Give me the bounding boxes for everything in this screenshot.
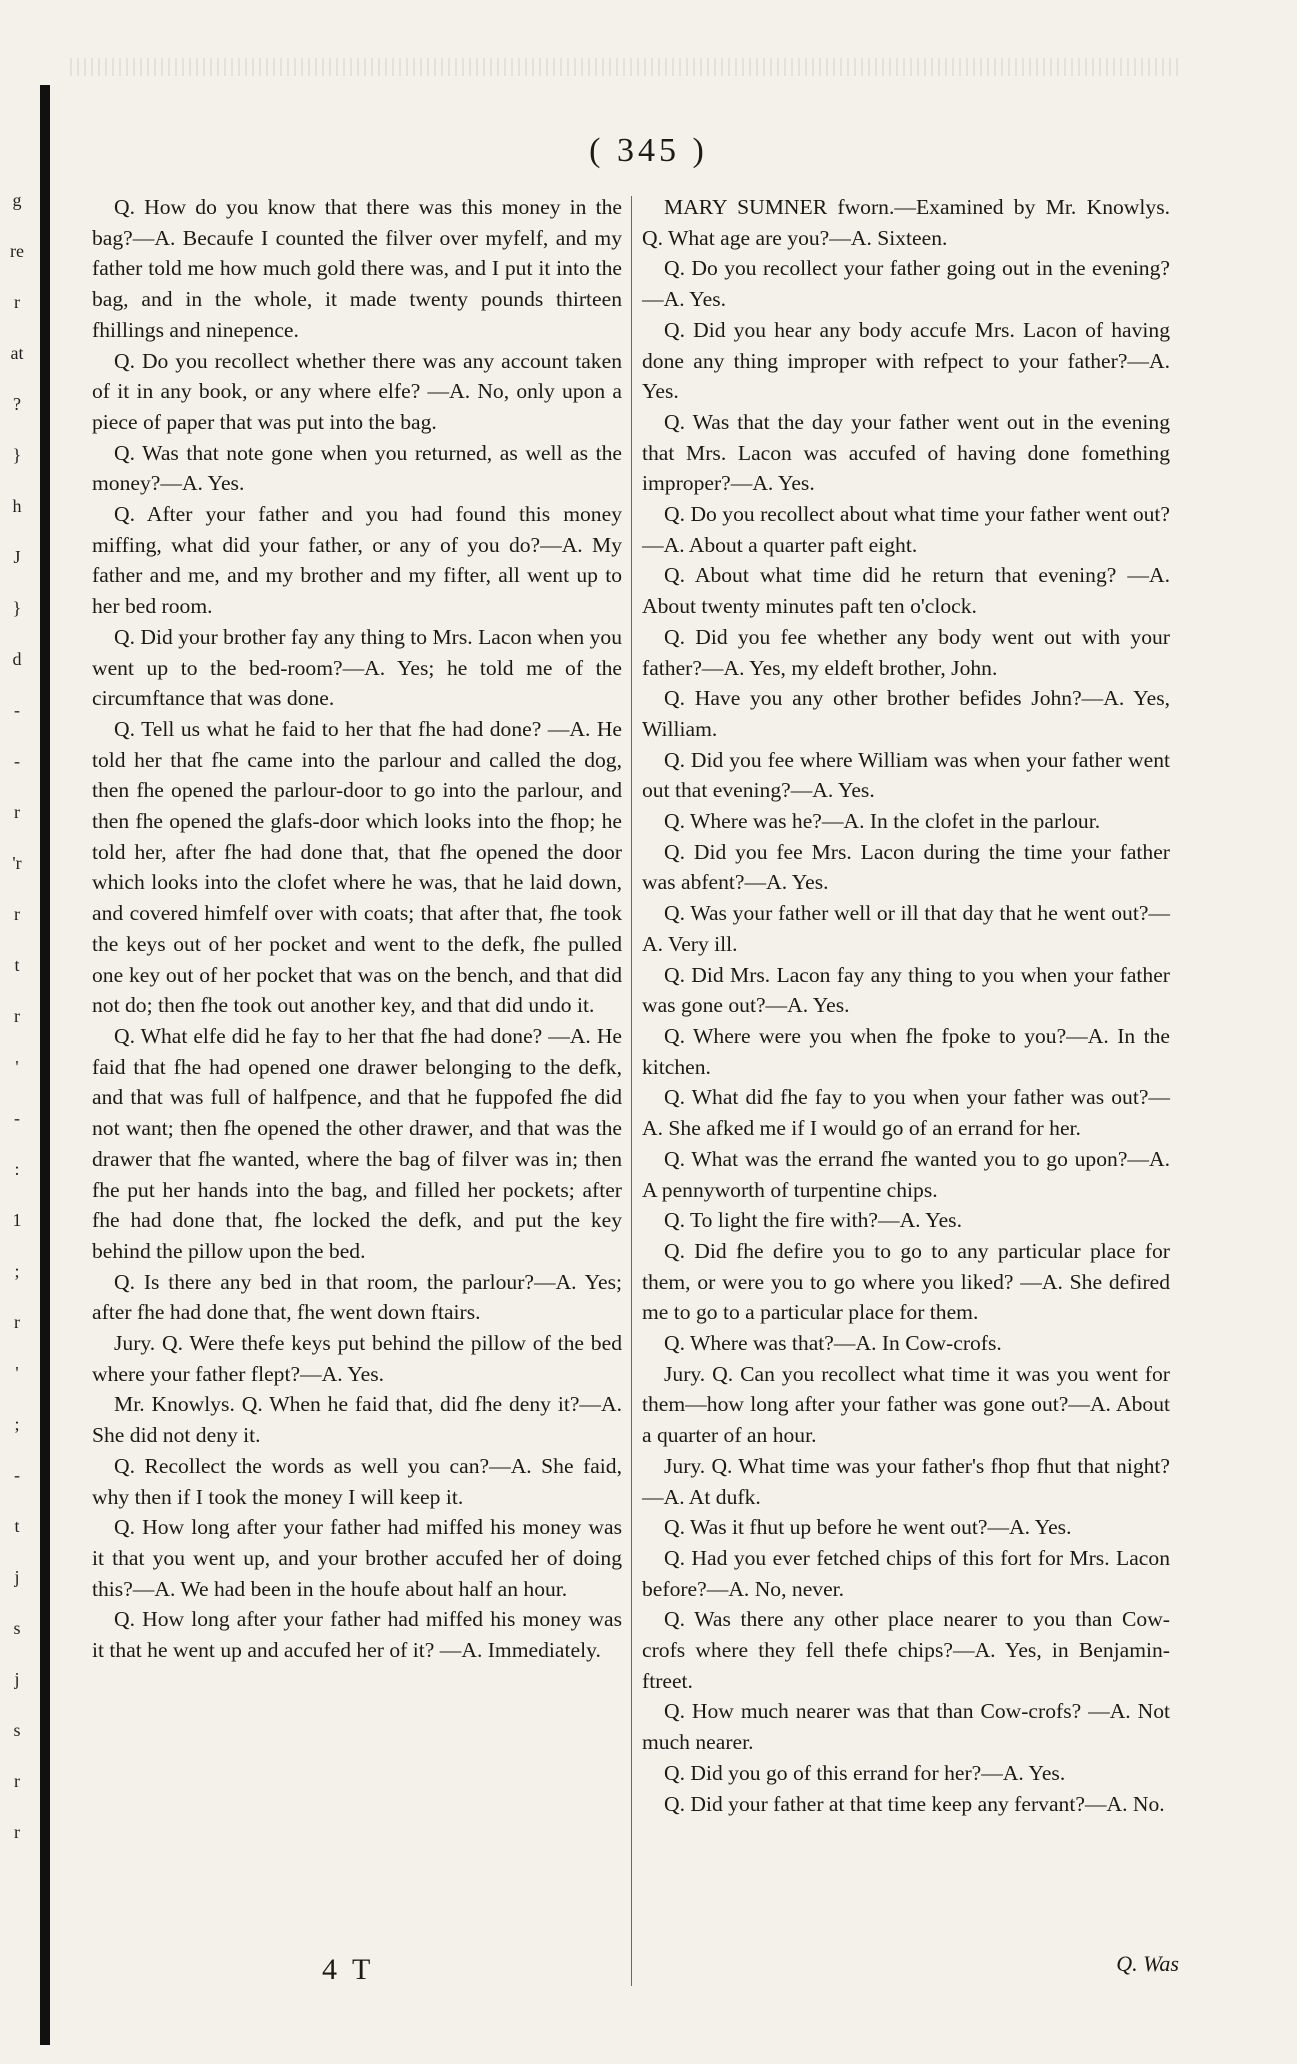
margin-fragment: ' [15,1363,19,1383]
paragraph: Q. Where was that?—A. In Cow-crofs. [664,1331,1002,1356]
paragraph: Q. Is there any bed in that room, the parlour?—A. Yes; after fhe had done that, fhe went down ftairs. [92,1269,622,1325]
paragraph: Q. Had you ever fetched chips of this fort for Mrs. Lacon before?—A. No, never. [642,1545,1170,1601]
margin-fragment: ? [13,394,21,414]
margin-fragment: j [14,1669,20,1689]
margin-fragment: } [12,598,22,618]
paragraph: Q. Tell us what he faid to her that fhe had done? —A. He told her that fhe came into the parlour and called the dog, then fhe opened the parlour-door to go into the parlour, and then fhe opened the glafs-door which looks into the fhop; he told her, after fhe had done that, that fhe opened the door which looks into the clofet where he was, that he laid down, and covered himfelf over with coats; that after that, fhe took the keys out of her pocket and went to the defk, fhe pulled one key out of her pocket that was on the bench, and that did not do; then fhe took out another key, and that did undo it. [92,716,622,1018]
margin-fragment: re [10,241,24,261]
margin-fragment: J [13,547,21,567]
margin-fragment: - [14,700,20,720]
margin-fragment: h [12,496,22,516]
margin-fragments [0,190,34,1873]
margin-fragment: g [12,190,22,210]
paragraph: Jury. Q. What time was your father's fhop fhut that night?—A. At dufk. [642,1453,1170,1509]
margin-fragment: s [13,1618,21,1638]
paragraph: Q. Do you recollect about what time your father went out?—A. About a quarter paft eight. [642,502,1170,557]
margin-fragment: j [14,1567,20,1587]
column-divider [631,196,632,1986]
paragraph: Q. Did your father at that time keep any fervant?—A. No. [664,1791,1165,1816]
paragraph: Q. Was your father well or ill that day that he went out?—A. Very ill. [642,901,1170,956]
margin-fragment: r [14,1006,20,1026]
paragraph: Q. Did fhe defire you to go to any particular place for them, or were you to go where you liked? —A. She defired me to go to a particular place for them. [642,1238,1170,1325]
margin-fragment: ; [14,1261,20,1281]
margin-fragment: at [10,343,24,363]
paragraph: Q. Was that note gone when you returned, as well as the money?—A. Yes. [92,440,622,496]
margin-fragment: - [14,1465,20,1485]
right-column [642,192,1170,1819]
margin-fragment: - [14,1108,20,1128]
paragraph: Q. Have you any other brother befides John?—A. Yes, William. [642,686,1170,741]
margin-fragment: - [14,751,20,771]
paragraph: Q. Was that the day your father went out in the evening that Mrs. Lacon was accufed of having done fomething improper?—A. Yes. [642,409,1170,496]
paragraph: MARY SUMNER fworn.—Examined by Mr. Knowlys. Q. What age are you?—A. Sixteen. [642,195,1170,250]
paragraph: Q. Did you fee Mrs. Lacon during the time your father was abfent?—A. Yes. [642,839,1170,895]
paragraph: Q. How do you know that there was this money in the bag?—A. Becaufe I counted the filver over myfelf, and my father told me how much gold there was, and I put it into the bag, and in the whole, it made twenty pounds thirteen fhillings and ninepence. [92,195,622,342]
binding-edge [40,85,50,2045]
paragraph: Mr. Knowlys. Q. When he faid that, did fhe deny it?—A. She did not deny it. [92,1392,622,1448]
paragraph: Jury. Q. Can you recollect what time it was you went for them—how long after your father was gone out?—A. About a quarter of an hour. [642,1361,1170,1448]
margin-fragment: r [14,1771,20,1791]
margin-fragment: d [12,649,22,669]
paragraph: Q. After your father and you had found this money miffing, what did your father, or any of you do?—A. My father and me, and my brother and my fifter, all went up to her bed room. [92,502,622,619]
paragraph: Q. How much nearer was that than Cow-crofs? —A. Not much nearer. [642,1699,1170,1755]
margin-fragment: 'r [12,853,22,873]
paragraph: Q. Did you fee whether any body went out with your father?—A. Yes, my eldeft brother, John. [642,624,1170,680]
margin-fragment: ' [15,1057,19,1077]
margin-fragment: r [14,802,20,822]
page-number: ( 345 ) [589,132,708,169]
paragraph: Q. Where was he?—A. In the clofet in the parlour. [664,809,1101,834]
paragraph: Q. What did fhe fay to you when your father was out?—A. She afked me if I would go of an errand for her. [642,1085,1170,1141]
paragraph: Q. Where were you when fhe fpoke to you?—A. In the kitchen. [642,1023,1170,1079]
paragraph: Q. Did you go of this errand for her?—A. Yes. [664,1760,1066,1785]
paragraph: Q. About what time did he return that evening? —A. About twenty minutes paft ten o'clock. [642,563,1170,619]
scan-noise [70,58,1180,76]
paragraph: Q. To light the fire with?—A. Yes. [664,1208,962,1233]
margin-fragment: t [14,955,20,975]
signature-mark: 4 T [322,1953,375,1986]
margin-fragment: r [14,904,20,924]
paragraph: Q. Did your brother fay any thing to Mrs. Lacon when you went up to the bed-room?—A. Yes; he told me of the circumftance that was done. [92,624,622,711]
margin-fragment: s [13,1720,21,1740]
margin-fragment: r [14,1312,20,1332]
paragraph: Q. How long after your father had miffed his money was it that you went up, and your brother accufed her of doing this?—A. We had been in the houfe about half an hour. [92,1515,622,1601]
left-column [92,192,622,1666]
paragraph: Q. Do you recollect your father going out in the evening?—A. Yes. [642,256,1170,312]
margin-fragment: r [14,1822,20,1842]
catchword: Q. Was [1116,1951,1179,1976]
margin-fragment: r [14,292,20,312]
margin-fragment: : [14,1159,20,1179]
paragraph: Jury. Q. Were thefe keys put behind the pillow of the bed where your father flept?—A. Yes. [92,1331,622,1386]
margin-fragment: 1 [12,1210,22,1230]
margin-fragment: ; [14,1414,20,1434]
paragraph: Q. Recollect the words as well you can?—A. She faid, why then if I took the money I will keep it. [92,1453,622,1509]
paragraph: Q. Was it fhut up before he went out?—A. Yes. [664,1515,1072,1540]
paragraph: Q. Did you hear any body accufe Mrs. Lacon of having done any thing improper with refpect to your father?—A. Yes. [642,317,1170,404]
margin-fragment: } [12,445,22,465]
paragraph: Q. Was there any other place nearer to you than Cow-crofs where they fell thefe chips?—A. Yes, in Benjamin-ftreet. [642,1607,1170,1693]
margin-fragment: t [14,1516,20,1536]
paragraph: Q. Did Mrs. Lacon fay any thing to you when your father was gone out?—A. Yes. [642,962,1170,1018]
paragraph: Q. What elfe did he fay to her that fhe had done? —A. He faid that fhe had opened one drawer belonging to the defk, and that was full of halfpence, and that he fuppofed fhe did not want; then fhe opened the other drawer, and that was the drawer that fhe wanted, where the bag of filver was in; then fhe put her hands into the bag, and filled her pockets; after fhe had done that, fhe locked the defk, and put the key behind the pillow upon the bed. [92,1023,622,1263]
paragraph: Q. How long after your father had miffed his money was it that he went up and accufed her of it? —A. Immediately. [92,1607,622,1663]
paragraph: Q. What was the errand fhe wanted you to go upon?—A. A pennyworth of turpentine chips. [642,1146,1170,1202]
paragraph: Q. Did you fee where William was when your father went out that evening?—A. Yes. [642,747,1170,803]
paragraph: Q. Do you recollect whether there was any account taken of it in any book, or any where elfe? —A. No, only upon a piece of paper that was put into the bag. [92,348,622,434]
